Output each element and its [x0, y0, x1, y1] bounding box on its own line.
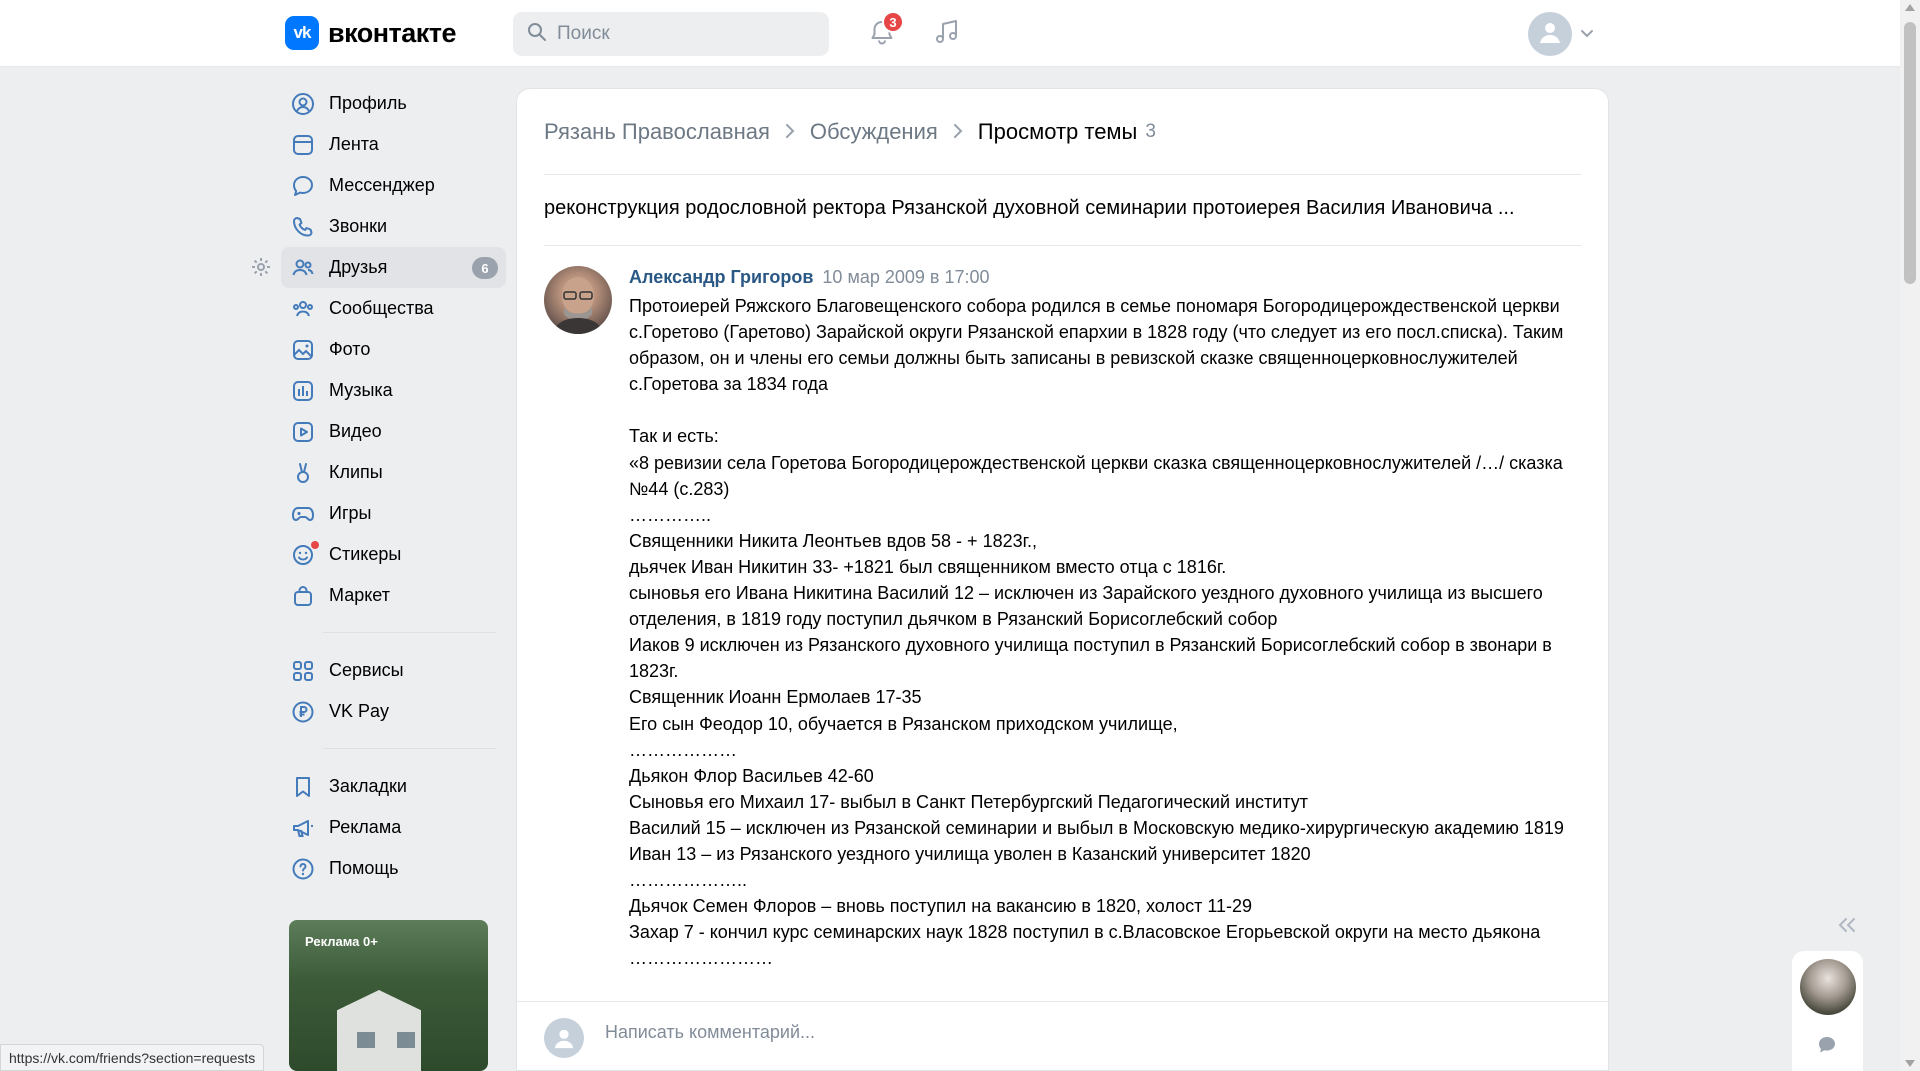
search-box[interactable]: [513, 12, 829, 56]
friends-count-badge: 6: [472, 257, 498, 279]
sidebar-item-label: Лента: [329, 134, 379, 154]
sidebar-item-photos[interactable]: [281, 329, 506, 370]
clips-icon: [291, 461, 315, 485]
search-input[interactable]: [557, 23, 807, 45]
post-line: Его сын Феодор 10, обучается в Рязанском приходском училище,: [629, 713, 1178, 734]
breadcrumb-current: Просмотр темы: [977, 119, 1138, 144]
breadcrumb-discussions-link[interactable]: Обсуждения: [809, 119, 938, 144]
comment-composer: [517, 1001, 1609, 1071]
sidebar-item-label: Клипы: [329, 462, 383, 482]
post-line: «8 ревизии села Горетова Богородицерождественской церкви сказка священноцерковнослужителей /…/ сказка №44 (с.283): [629, 452, 1563, 499]
sidebar-ad-banner[interactable]: [289, 920, 488, 1071]
breadcrumb: [544, 119, 1156, 145]
sidebar-item-calls[interactable]: [281, 206, 506, 247]
sidebar-item-market[interactable]: [281, 575, 506, 616]
sidebar-item-label: Видео: [329, 421, 382, 441]
post-header: [629, 267, 990, 288]
post-line: Дьякон Флор Васильев 42-60: [629, 765, 874, 786]
post-line: Так и есть:: [629, 426, 719, 447]
left-sidebar: [281, 83, 506, 889]
sidebar-item-video[interactable]: [281, 411, 506, 452]
post-date-link[interactable]: 10 мар 2009 в 17:00: [822, 267, 990, 287]
ad-house-window: [397, 1032, 415, 1048]
topic-title: реконструкция родословной ректора Рязанской духовной семинарии протоиерея Василия Ивановича ...: [544, 197, 1515, 219]
author-avatar[interactable]: [544, 266, 612, 334]
chat-sidebar: [1792, 951, 1863, 1071]
post-line: Василий 15 – исключен из Рязанской семинарии и выбыл в Московскую медико-хирургическую академию 1819: [629, 817, 1564, 838]
vk-logo[interactable]: [285, 16, 456, 50]
post-line: Протоиерей Ряжского Благовещенского собора родился в семье пономаря Богородицерождественской церкви с.Горетово (Гаретово) Зарайской округи Рязанской епархии в 1828 году (что следует из его посл.списка). Таким образом, он и члены его семьи должны быть записаны в ревизской сказке священноцерковнослужителей с.Горетова за 1834 года: [629, 296, 1564, 395]
sidebar-item-label: Маркет: [329, 585, 390, 605]
sidebar-item-bookmarks[interactable]: [281, 766, 506, 807]
chevron-right-icon: [952, 119, 964, 145]
sidebar-item-label: Фото: [329, 339, 371, 359]
ad-label: Реклама 0+: [305, 934, 378, 949]
sidebar-item-label: Стикеры: [329, 544, 402, 564]
sidebar-item-label: VK Pay: [329, 701, 390, 721]
music-icon: [291, 379, 315, 403]
chat-bubble-icon[interactable]: [1816, 1034, 1838, 1061]
sidebar-item-label: Помощь: [329, 858, 399, 878]
sidebar-item-label: Звонки: [329, 216, 388, 236]
megaphone-icon: [291, 816, 315, 840]
sidebar-item-label: Закладки: [329, 776, 407, 796]
breadcrumb-group-link[interactable]: Рязань Православная: [544, 119, 770, 144]
comment-input[interactable]: [605, 1022, 1505, 1043]
collapse-chats-icon[interactable]: [1836, 916, 1858, 939]
photo-icon: [291, 338, 315, 362]
sidebar-item-friends[interactable]: [281, 247, 506, 288]
news-feed-icon: [291, 133, 315, 157]
scroll-thumb[interactable]: [1904, 22, 1916, 284]
divider: [544, 174, 1581, 175]
author-name-link[interactable]: Александр Григоров: [629, 267, 814, 287]
scroll-up-arrow[interactable]: [1905, 4, 1915, 11]
sidebar-item-vkpay[interactable]: [281, 691, 506, 732]
music-note-icon: [933, 18, 961, 51]
sidebar-item-profile[interactable]: [281, 83, 506, 124]
post-line: сыновья его Ивана Никитина Василий 12 – исключен из Зарайского уездного духовного училища из высшего отделения, в 1819 году поступил дьячком в Рязанский Борисоглебский собор: [629, 583, 1543, 630]
post-line: Дьячок Семен Флоров – вновь поступил на вакансию в 1820, холост 11-29: [629, 896, 1253, 917]
divider: [544, 245, 1581, 246]
music-player-button[interactable]: [927, 14, 967, 54]
post-line: ………………: [629, 739, 737, 760]
post-line: Иван 13 – из Рязанского уездного училища уволен в Казанский университет 1820: [629, 843, 1311, 864]
user-avatar-button[interactable]: [1528, 12, 1572, 56]
post-line: ……………………: [629, 948, 773, 969]
user-avatar-icon: [1537, 19, 1563, 50]
post-line: Сыновья его Михаил 17- выбыл в Санкт Петербургский Педагогический институт: [629, 791, 1309, 812]
vk-logo-text: вконтакте: [328, 17, 457, 48]
gear-icon[interactable]: [251, 257, 271, 282]
ad-house-image: [319, 990, 439, 1071]
phone-icon: [291, 215, 315, 239]
notifications-button[interactable]: [862, 14, 902, 54]
post-line: дьячек Иван Никитин 33- +1821 был священником вместо отца с 1816г.: [629, 556, 1227, 577]
sidebar-item-services[interactable]: [281, 650, 506, 691]
vk-logo-mark: vk: [285, 16, 319, 50]
ruble-icon: [291, 700, 315, 724]
scroll-down-arrow[interactable]: [1905, 1060, 1915, 1067]
sidebar-item-communities[interactable]: [281, 288, 506, 329]
help-circle-icon: [291, 857, 315, 881]
sidebar-divider: [323, 632, 496, 633]
gamepad-icon: [291, 502, 315, 526]
ad-house-window: [357, 1032, 375, 1048]
chevron-down-icon[interactable]: [1580, 26, 1594, 44]
sidebar-item-games[interactable]: [281, 493, 506, 534]
search-icon: [527, 22, 547, 47]
message-bubble-icon: [291, 174, 315, 198]
notifications-badge: 3: [882, 11, 904, 33]
sidebar-item-label: Сообщества: [329, 298, 434, 318]
friends-icon: [291, 256, 315, 280]
sidebar-divider: [323, 748, 496, 749]
shopping-bag-icon: [291, 584, 315, 608]
profile-circle-icon: [291, 92, 315, 116]
browser-status-url: https://vk.com/friends?section=requests: [0, 1044, 264, 1071]
topic-card: [516, 88, 1609, 1071]
sidebar-item-label: Реклама: [329, 817, 402, 837]
post-text: [629, 293, 1589, 971]
post-line: …………..: [629, 504, 712, 525]
sidebar-item-label: Профиль: [329, 93, 407, 113]
top-header: [0, 0, 1900, 67]
new-indicator-dot: [311, 541, 319, 549]
post-line: Священники Никита Леонтьев вдов 58 - + 1823г.,: [629, 530, 1037, 551]
sidebar-item-label: Музыка: [329, 380, 393, 400]
services-grid-icon: [291, 659, 315, 683]
post-line: Иаков 9 исключен из Рязанского духовного училища поступил в Рязанский Борисоглебский собор в звонари в 1823г.: [629, 635, 1552, 682]
sidebar-item-feed[interactable]: [281, 124, 506, 165]
post-line: Священник Иоанн Ермолаев 17-35: [629, 687, 922, 708]
sidebar-item-stickers[interactable]: [281, 534, 506, 575]
sidebar-item-music[interactable]: [281, 370, 506, 411]
chat-contact-avatar[interactable]: [1800, 959, 1856, 1015]
sidebar-item-ads[interactable]: [281, 807, 506, 848]
sidebar-item-help[interactable]: [281, 848, 506, 889]
sidebar-item-clips[interactable]: [281, 452, 506, 493]
post-line: [629, 397, 1589, 423]
post-line: Захар 7 - кончил курс семинарских наук 1828 поступил в с.Власовское Егорьевской округи на место дьякона: [629, 922, 1541, 943]
current-user-avatar: [544, 1018, 584, 1058]
communities-icon: [291, 297, 315, 321]
video-icon: [291, 420, 315, 444]
sidebar-item-label: Друзья: [329, 257, 388, 277]
sidebar-item-messenger[interactable]: [281, 165, 506, 206]
chevron-right-icon: [784, 119, 796, 145]
topic-post-count: 3: [1145, 121, 1156, 142]
page-scrollbar[interactable]: [1900, 0, 1920, 1071]
post-line: ………………..: [629, 870, 748, 891]
sidebar-item-label: Игры: [329, 503, 372, 523]
bookmark-icon: [291, 775, 315, 799]
sidebar-item-label: Сервисы: [329, 660, 404, 680]
sidebar-item-label: Мессенджер: [329, 175, 435, 195]
